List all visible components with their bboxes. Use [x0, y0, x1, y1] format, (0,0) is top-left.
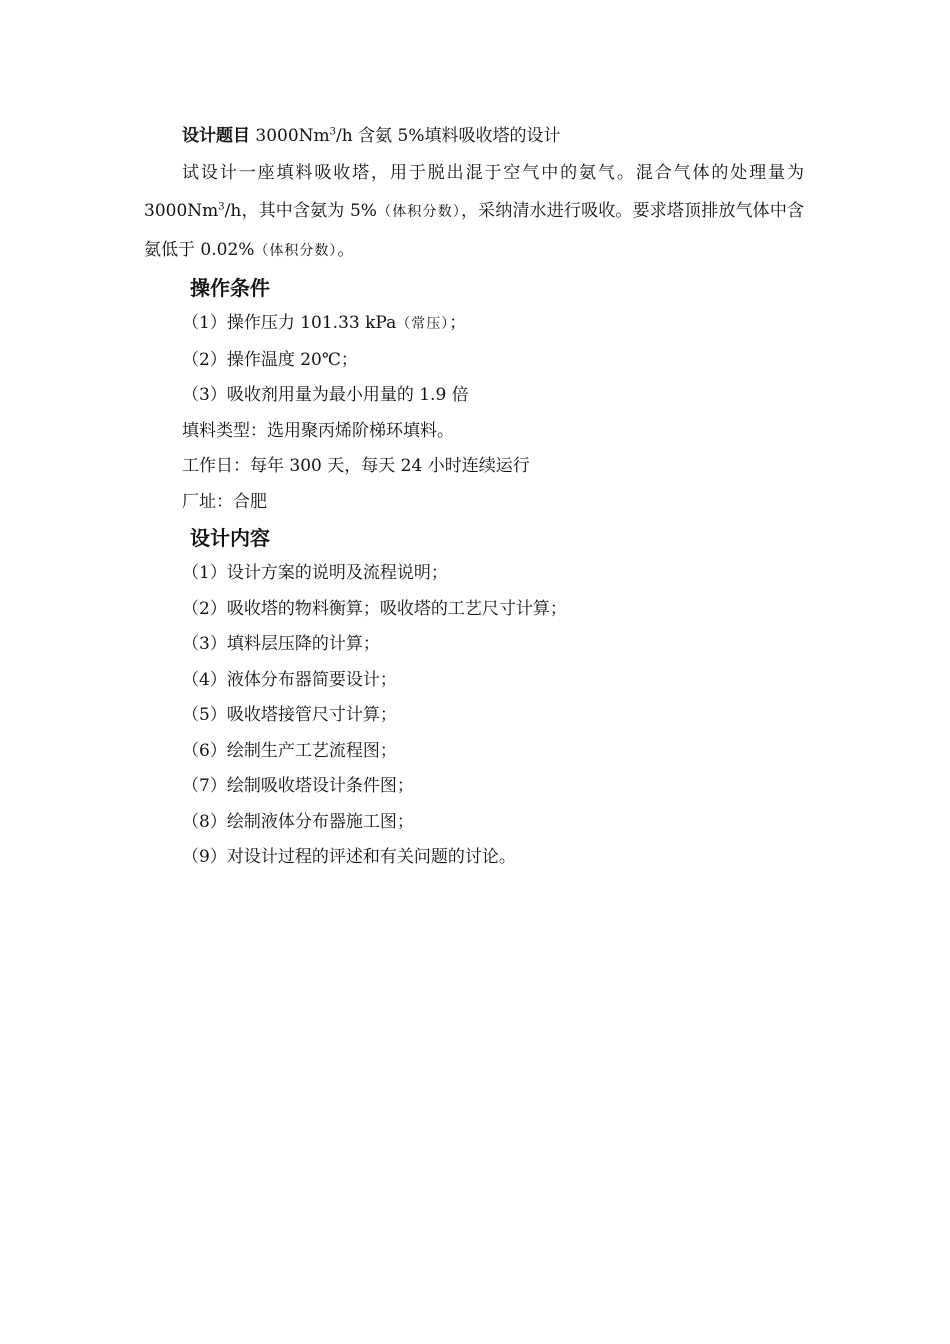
operating-condition-main: （3）吸收剂用量为最小用量的 1.9 倍 — [182, 385, 469, 405]
operating-condition-main: （2）操作温度 20℃； — [182, 349, 358, 370]
design-content-list — [144, 556, 804, 876]
operating-conditions-list — [144, 306, 804, 520]
design-content-item: （3）填料层压降的计算； — [182, 634, 380, 654]
design-content-item: （7）绘制吸收塔设计条件图； — [182, 776, 414, 796]
site-line: 厂址：合肥 — [182, 491, 267, 512]
operating-conditions-heading: 操作条件 — [190, 276, 270, 300]
work-days-line: 工作日：每年 300 天，每天 24 小时连续运行 — [182, 456, 530, 476]
design-content-item: （6）绘制生产工艺流程图； — [182, 740, 397, 761]
description-superscript: 3 — [218, 201, 225, 213]
design-content-item: （9）对设计过程的评述和有关问题的讨论。 — [182, 847, 516, 867]
operating-condition-note: （常压） — [396, 316, 450, 332]
design-content-heading: 设计内容 — [190, 526, 270, 550]
description-part-4: 。 — [337, 240, 355, 260]
operating-condition-main: （1）操作压力 101.33 kPa — [182, 313, 397, 333]
description-paragraph — [144, 154, 804, 270]
description-note-2: （体积分数） — [254, 243, 338, 259]
design-title-superscript: 3 — [329, 126, 337, 138]
description-note-1: （体积分数） — [376, 204, 462, 220]
design-content-item: （1）设计方案的说明及流程说明； — [182, 563, 448, 583]
design-title-label: 设计题目 — [182, 126, 250, 146]
document-content — [144, 118, 804, 876]
design-title-line — [144, 118, 804, 154]
operating-condition-end: ； — [449, 313, 467, 333]
design-content-item: （4）液体分布器简要设计； — [182, 669, 397, 690]
design-content-item: （5）吸收塔接管尺寸计算； — [182, 705, 397, 725]
description-part-2: /h，其中含氨为 5% — [224, 201, 377, 221]
description-part-3: ，采纳清水进行吸收。要求塔顶排放气体中含氨低于 0.02% — [144, 201, 804, 260]
description-part-1: 试设计一座填料吸收塔，用于脱出混于空气中的氨气。混合气体的处理量为 3000Nm — [144, 163, 804, 221]
operating-condition-item — [144, 306, 804, 343]
design-content-item: （2）吸收塔的物料衡算；吸收塔的工艺尺寸计算； — [182, 598, 567, 619]
operating-condition-item — [144, 343, 804, 379]
operating-condition-item — [144, 378, 804, 414]
design-title-text-end: /h 含氨 5%填料吸收塔的设计 — [336, 126, 561, 146]
design-title-text: 3000Nm — [250, 126, 330, 146]
packing-type-line: 填料类型：选用聚丙烯阶梯环填料。 — [182, 420, 454, 441]
design-content-item: （8）绘制液体分布器施工图； — [182, 811, 414, 832]
